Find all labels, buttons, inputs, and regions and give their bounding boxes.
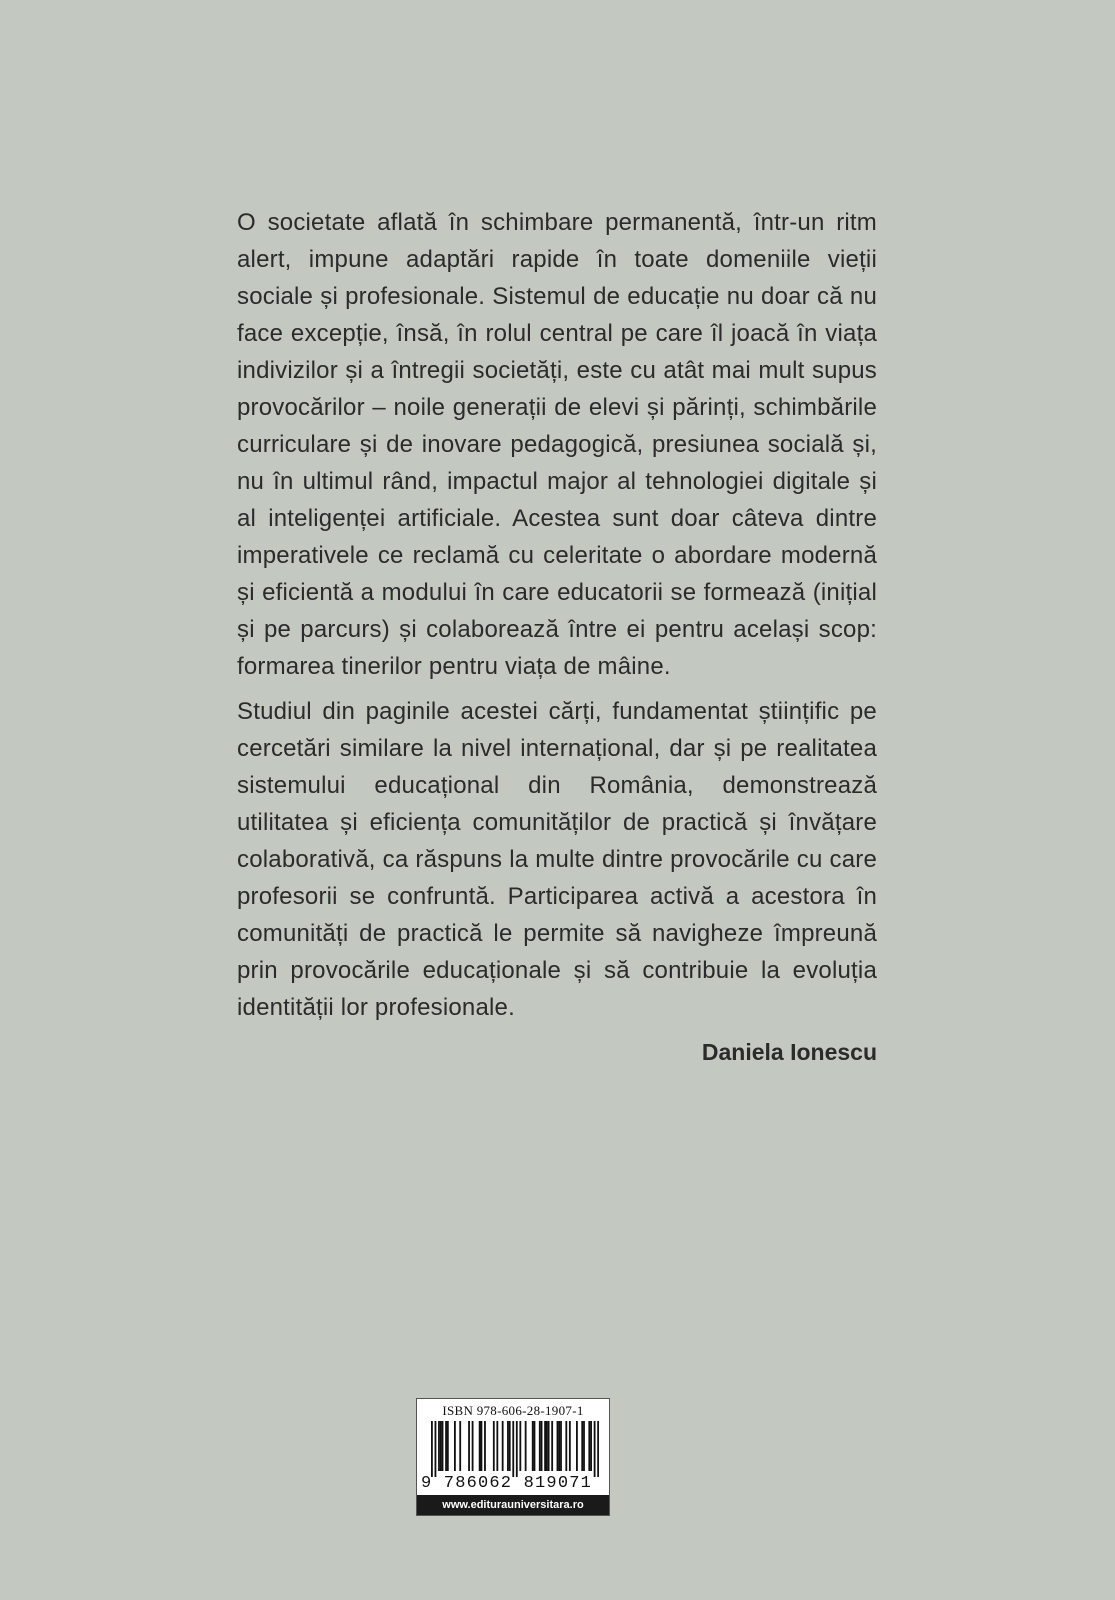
barcode-bar (442, 1421, 444, 1471)
blurb-paragraph-2: Studiul din paginile acestei cărți, fundamentat științific pe cercetări similare la nivel internațional, dar și pe realitatea sistemului educațional din România, demonstrează utilitatea și eficiența comunităților de practică și învățare colaborativă, ca răspuns la multe dintre provocările cu care profesorii se confruntă. Participarea activă a acestora în comunități de practică le permite să navigheze împreună prin provocările educaționale și să contribuie la evoluția identității lor profesionale. (237, 698, 877, 1021)
barcode-bar (447, 1421, 449, 1471)
barcode-bar (507, 1421, 509, 1471)
barcode-bar (557, 1421, 559, 1471)
barcode-bar (519, 1421, 521, 1471)
barcode-bar (532, 1421, 534, 1471)
barcode-icon (431, 1421, 599, 1477)
barcode-bar (481, 1421, 483, 1471)
barcode-bar (539, 1421, 541, 1471)
barcode-bar (516, 1421, 518, 1477)
barcode-bar (454, 1421, 456, 1471)
isbn-label: ISBN 978-606-28-1907-1 (442, 1403, 584, 1418)
barcode-bar (594, 1421, 596, 1477)
barcode-bar (544, 1421, 546, 1471)
barcode-bar (560, 1421, 562, 1471)
author-name: Daniela Ionescu (701, 1039, 877, 1065)
barcode-bar (546, 1421, 548, 1471)
barcode-bar (496, 1421, 498, 1471)
isbn-barcode-box (416, 1398, 610, 1516)
publisher-website: www.editurauniversitara.ro (417, 1495, 609, 1515)
barcode-bar (558, 1421, 560, 1471)
barcode-bar (551, 1421, 553, 1471)
barcode-bar (583, 1421, 585, 1471)
barcode-bar (459, 1421, 461, 1471)
barcode-bar (509, 1421, 511, 1471)
barcode-bar (438, 1421, 440, 1471)
barcode-bar (435, 1421, 437, 1477)
barcode-bar (590, 1421, 592, 1471)
barcode-bar (468, 1421, 470, 1471)
barcode-bar (479, 1421, 481, 1471)
barcode-bar (525, 1421, 527, 1471)
barcode-bar (581, 1421, 583, 1471)
blurb-paragraph-1: O societate aflată în schimbare permanentă, într-un ritm alert, impune adaptări rapide în toate domeniile vieții sociale și profesionale. Sistemul de educație nu doar că nu face excepție, însă, în rolul central pe care îl joacă în viața indivizilor și a întregii societăți, este cu atât mai mult supus provocărilor – noile generații de elevi și părinți, schimbările curriculare și de inovare pedagogică, presiunea socială și, nu în ultimul rând, impactul major al tehnologiei digitale și al inteligenței artificiale. Acestea sunt doar câteva dintre imperativele ce reclamă cu celeritate o abordare modernă și eficientă a modului în care educatorii se formează (inițial și pe parcurs) și colaborează între ei pentru același scop: formarea tinerilor pentru viața de mâine. (237, 209, 877, 680)
barcode-bar (512, 1421, 514, 1477)
barcode-bar (440, 1421, 442, 1471)
barcode-bar (472, 1421, 474, 1471)
barcode-bar (569, 1421, 571, 1471)
barcode-bar (541, 1421, 543, 1471)
barcode-bar (493, 1421, 495, 1471)
barcode-bar (576, 1421, 578, 1471)
blurb-text-block (237, 204, 877, 1071)
barcode-bar (548, 1421, 550, 1471)
barcode-bar (502, 1421, 504, 1471)
barcode-bar (597, 1421, 599, 1477)
barcode-bar (588, 1421, 590, 1471)
barcode-bar (534, 1421, 536, 1471)
barcode-bar (445, 1421, 447, 1471)
barcode-digits: 9 786062 819071 (421, 1474, 593, 1493)
barcode-bar (484, 1421, 486, 1471)
barcode-bar (565, 1421, 567, 1471)
barcode-bar (431, 1421, 433, 1477)
